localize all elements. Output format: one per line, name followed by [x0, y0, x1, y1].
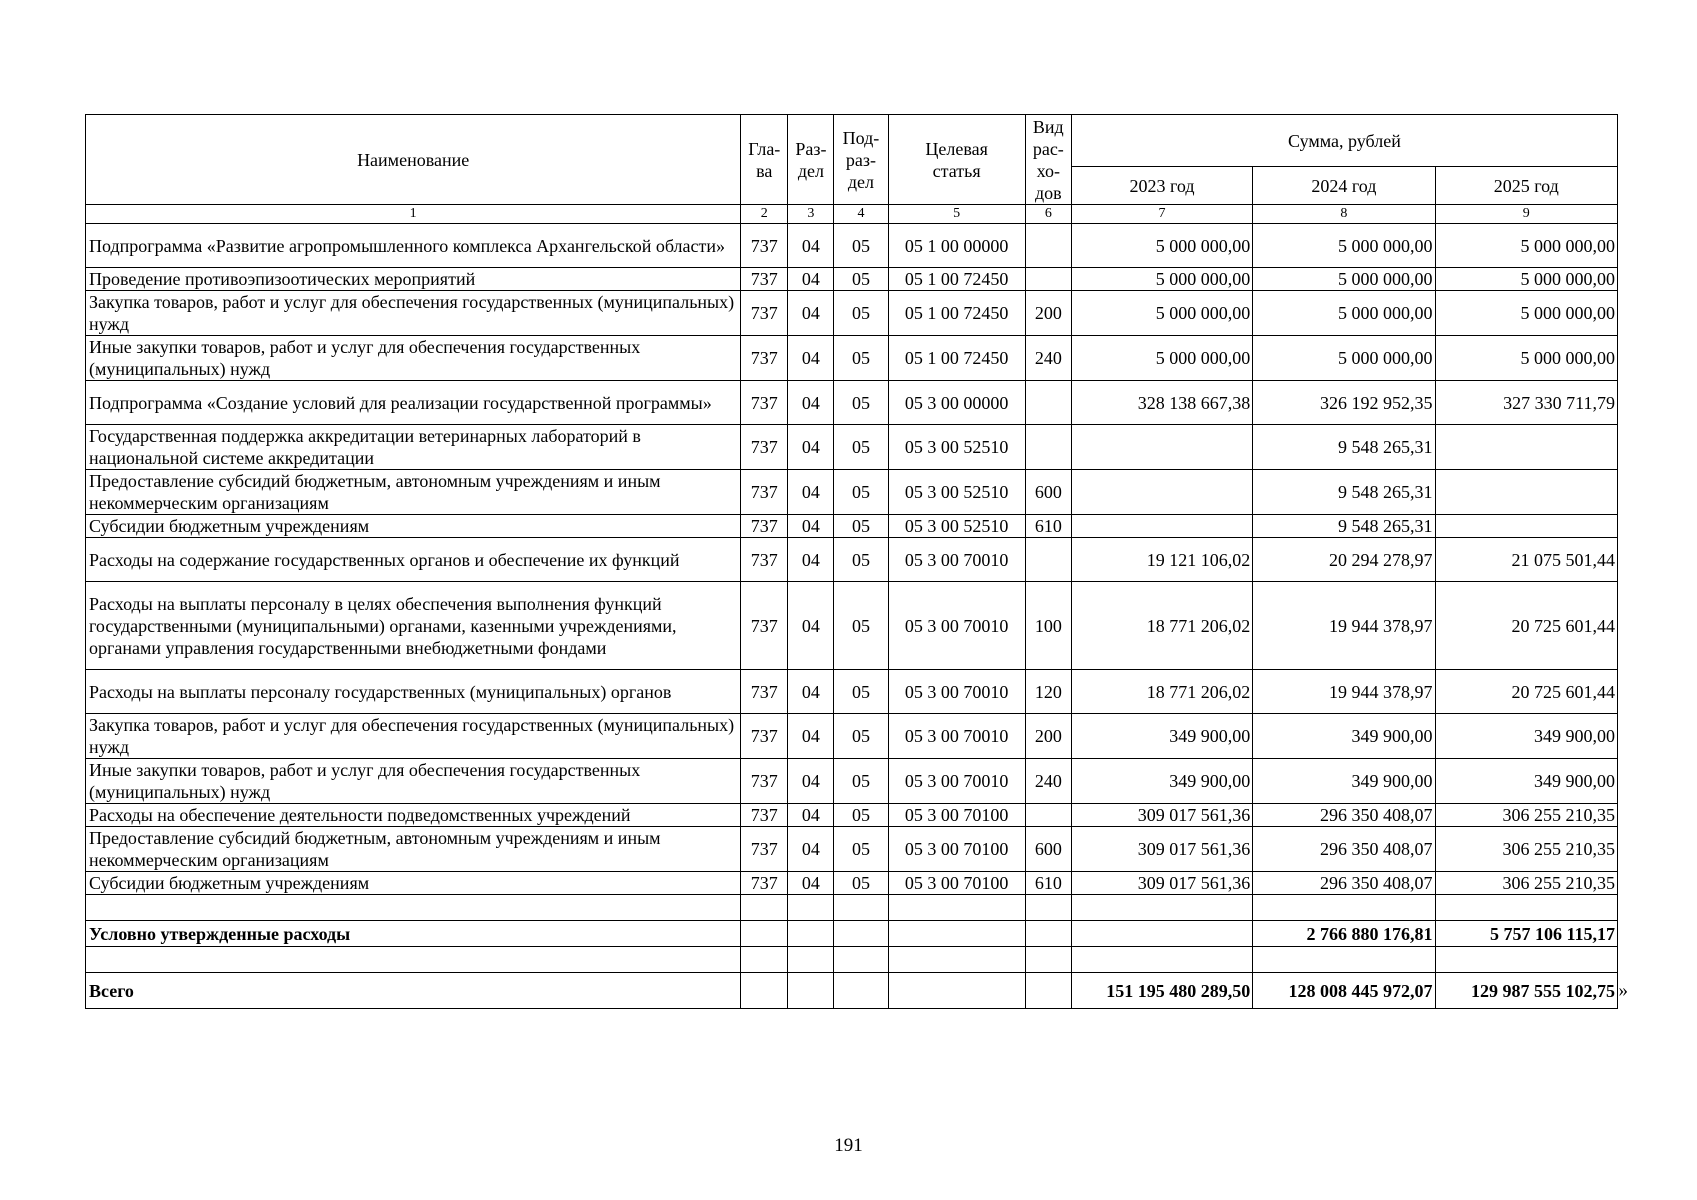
row-statya: 05 3 00 70010: [888, 538, 1025, 582]
row-glava: 737: [741, 381, 788, 425]
row-name: Подпрограмма «Создание условий для реализации государственной программы»: [86, 381, 741, 425]
row-podrazdel: 05: [834, 268, 888, 291]
row-amount-2023: 5 000 000,00: [1071, 336, 1252, 381]
row-glava: 737: [741, 827, 788, 872]
row-name: Расходы на выплаты персоналу государственных (муниципальных) органов: [86, 670, 741, 714]
col-number: 8: [1253, 205, 1435, 224]
conditional-name: Условно утвержденные расходы: [86, 921, 741, 947]
conditional-expenses-row: [86, 921, 1618, 947]
row-statya: 05 3 00 70100: [888, 872, 1025, 895]
row-amount-2024: 9 548 265,31: [1253, 470, 1435, 515]
row-amount-2025: 20 725 601,44: [1435, 582, 1617, 670]
table-body: [86, 224, 1618, 895]
row-name: Предоставление субсидий бюджетным, автономным учреждениям и иным некоммерческим организациям: [86, 827, 741, 872]
row-razdel: 04: [788, 538, 834, 582]
row-amount-2023: 5 000 000,00: [1071, 224, 1252, 268]
row-amount-2023: 328 138 667,38: [1071, 381, 1252, 425]
row-name: Подпрограмма «Развитие агропромышленного комплекса Архангельской области»: [86, 224, 741, 268]
row-amount-2024: 296 350 408,07: [1253, 804, 1435, 827]
row-amount-2024: 349 900,00: [1253, 759, 1435, 804]
row-razdel: 04: [788, 759, 834, 804]
row-vid: 120: [1025, 670, 1071, 714]
row-vid: [1025, 381, 1071, 425]
row-podrazdel: 05: [834, 224, 888, 268]
row-amount-2023: [1071, 470, 1252, 515]
row-amount-2023: 5 000 000,00: [1071, 268, 1252, 291]
closing-quote: »: [1618, 979, 1628, 1001]
row-statya: 05 3 00 52510: [888, 425, 1025, 470]
row-amount-2025: [1435, 515, 1617, 538]
row-podrazdel: 05: [834, 759, 888, 804]
row-amount-2025: 21 075 501,44: [1435, 538, 1617, 582]
conditional-2024: 2 766 880 176,81: [1253, 921, 1435, 947]
row-amount-2023: 309 017 561,36: [1071, 827, 1252, 872]
row-vid: 200: [1025, 714, 1071, 759]
row-amount-2025: 349 900,00: [1435, 759, 1617, 804]
table-row: [86, 827, 1618, 872]
row-vid: [1025, 425, 1071, 470]
row-podrazdel: 05: [834, 381, 888, 425]
table-row: [86, 538, 1618, 582]
row-glava: 737: [741, 670, 788, 714]
header-2023: 2023 год: [1071, 167, 1252, 205]
row-name: Расходы на выплаты персоналу в целях обеспечения выполнения функций государственными (муниципальными) органами, казенными учреждениями, органами управления государственными внебюджетными фондами: [86, 582, 741, 670]
table-row: [86, 291, 1618, 336]
row-amount-2025: 5 000 000,00: [1435, 336, 1617, 381]
row-vid: [1025, 538, 1071, 582]
row-name: Иные закупки товаров, работ и услуг для обеспечения государственных (муниципальных) нужд: [86, 336, 741, 381]
row-glava: 737: [741, 224, 788, 268]
header-razdel: Раз- дел: [788, 115, 834, 205]
row-vid: 240: [1025, 336, 1071, 381]
row-name: Предоставление субсидий бюджетным, автономным учреждениям и иным некоммерческим организациям: [86, 470, 741, 515]
col-number: 7: [1071, 205, 1252, 224]
blank-row: [86, 947, 1618, 973]
row-podrazdel: 05: [834, 827, 888, 872]
row-podrazdel: 05: [834, 582, 888, 670]
table-row: [86, 470, 1618, 515]
row-glava: 737: [741, 336, 788, 381]
row-statya: 05 1 00 72450: [888, 268, 1025, 291]
table-row: [86, 425, 1618, 470]
row-podrazdel: 05: [834, 515, 888, 538]
row-podrazdel: 05: [834, 291, 888, 336]
row-razdel: 04: [788, 670, 834, 714]
row-amount-2024: 326 192 952,35: [1253, 381, 1435, 425]
row-razdel: 04: [788, 872, 834, 895]
row-razdel: 04: [788, 515, 834, 538]
row-amount-2024: 296 350 408,07: [1253, 872, 1435, 895]
table-row: [86, 670, 1618, 714]
row-amount-2023: 309 017 561,36: [1071, 872, 1252, 895]
row-amount-2023: 18 771 206,02: [1071, 582, 1252, 670]
row-razdel: 04: [788, 291, 834, 336]
row-amount-2024: 5 000 000,00: [1253, 224, 1435, 268]
row-glava: 737: [741, 872, 788, 895]
row-amount-2025: 5 000 000,00: [1435, 224, 1617, 268]
row-statya: 05 3 00 70010: [888, 714, 1025, 759]
row-razdel: 04: [788, 425, 834, 470]
row-amount-2024: 19 944 378,97: [1253, 670, 1435, 714]
row-statya: 05 3 00 70010: [888, 582, 1025, 670]
row-glava: 737: [741, 515, 788, 538]
row-vid: [1025, 268, 1071, 291]
row-vid: 200: [1025, 291, 1071, 336]
column-numbers-row: [86, 205, 1618, 224]
row-amount-2023: 18 771 206,02: [1071, 670, 1252, 714]
col-number: 4: [834, 205, 888, 224]
row-statya: 05 3 00 52510: [888, 515, 1025, 538]
row-amount-2023: 5 000 000,00: [1071, 291, 1252, 336]
row-vid: 600: [1025, 827, 1071, 872]
table-row: [86, 872, 1618, 895]
row-amount-2024: 5 000 000,00: [1253, 336, 1435, 381]
table-row: [86, 268, 1618, 291]
row-amount-2025: 327 330 711,79: [1435, 381, 1617, 425]
col-number: 9: [1435, 205, 1617, 224]
row-statya: 05 1 00 72450: [888, 336, 1025, 381]
table-row: [86, 224, 1618, 268]
row-amount-2023: 349 900,00: [1071, 759, 1252, 804]
row-glava: 737: [741, 804, 788, 827]
row-amount-2024: 20 294 278,97: [1253, 538, 1435, 582]
row-glava: 737: [741, 714, 788, 759]
header-glava: Гла- ва: [741, 115, 788, 205]
row-amount-2024: 9 548 265,31: [1253, 515, 1435, 538]
row-name: Субсидии бюджетным учреждениям: [86, 515, 741, 538]
page-number: 191: [834, 1135, 863, 1156]
row-vid: 610: [1025, 872, 1071, 895]
col-number: 2: [741, 205, 788, 224]
row-amount-2025: 306 255 210,35: [1435, 804, 1617, 827]
table-row: [86, 759, 1618, 804]
header-2025: 2025 год: [1435, 167, 1617, 205]
col-number: 3: [788, 205, 834, 224]
table-row: [86, 714, 1618, 759]
row-razdel: 04: [788, 381, 834, 425]
header-vid: Вид рас- хо- дов: [1025, 115, 1071, 205]
row-amount-2023: 349 900,00: [1071, 714, 1252, 759]
row-podrazdel: 05: [834, 336, 888, 381]
table-row: [86, 381, 1618, 425]
row-name: Закупка товаров, работ и услуг для обеспечения государственных (муниципальных) нужд: [86, 714, 741, 759]
row-amount-2025: 306 255 210,35: [1435, 872, 1617, 895]
row-statya: 05 3 00 52510: [888, 470, 1025, 515]
row-statya: 05 3 00 70100: [888, 827, 1025, 872]
table-row: [86, 804, 1618, 827]
row-razdel: 04: [788, 804, 834, 827]
row-amount-2024: 5 000 000,00: [1253, 291, 1435, 336]
row-amount-2025: 349 900,00: [1435, 714, 1617, 759]
row-vid: [1025, 804, 1071, 827]
row-amount-2024: 19 944 378,97: [1253, 582, 1435, 670]
row-amount-2023: [1071, 515, 1252, 538]
row-glava: 737: [741, 759, 788, 804]
total-row: [86, 973, 1618, 1009]
row-glava: 737: [741, 425, 788, 470]
row-podrazdel: 05: [834, 804, 888, 827]
row-podrazdel: 05: [834, 714, 888, 759]
row-statya: 05 3 00 70010: [888, 670, 1025, 714]
conditional-2023: [1071, 921, 1252, 947]
header-summa: Сумма, рублей: [1071, 115, 1617, 167]
row-amount-2023: [1071, 425, 1252, 470]
row-vid: 600: [1025, 470, 1071, 515]
row-glava: 737: [741, 470, 788, 515]
table-row: [86, 515, 1618, 538]
total-name: Всего: [86, 973, 741, 1009]
row-amount-2025: 5 000 000,00: [1435, 268, 1617, 291]
total-2024: 128 008 445 972,07: [1253, 973, 1435, 1009]
row-amount-2023: 19 121 106,02: [1071, 538, 1252, 582]
row-podrazdel: 05: [834, 538, 888, 582]
row-name: Государственная поддержка аккредитации ветеринарных лабораторий в национальной системе аккредитации: [86, 425, 741, 470]
row-glava: 737: [741, 582, 788, 670]
row-amount-2024: 5 000 000,00: [1253, 268, 1435, 291]
row-amount-2025: 306 255 210,35: [1435, 827, 1617, 872]
row-podrazdel: 05: [834, 872, 888, 895]
total-2023: 151 195 480 289,50: [1071, 973, 1252, 1009]
row-razdel: 04: [788, 470, 834, 515]
header-statya: Целевая статья: [888, 115, 1025, 205]
row-amount-2025: [1435, 425, 1617, 470]
row-amount-2025: 5 000 000,00: [1435, 291, 1617, 336]
row-amount-2023: 309 017 561,36: [1071, 804, 1252, 827]
row-statya: 05 3 00 00000: [888, 381, 1025, 425]
row-statya: 05 1 00 00000: [888, 224, 1025, 268]
row-name: Расходы на обеспечение деятельности подведомственных учреждений: [86, 804, 741, 827]
row-vid: [1025, 224, 1071, 268]
header-2024: 2024 год: [1253, 167, 1435, 205]
row-razdel: 04: [788, 336, 834, 381]
header-podrazdel: Под- раз- дел: [834, 115, 888, 205]
header-name: Наименование: [86, 115, 741, 205]
row-statya: 05 3 00 70010: [888, 759, 1025, 804]
row-amount-2025: [1435, 470, 1617, 515]
row-vid: 100: [1025, 582, 1071, 670]
table-row: [86, 336, 1618, 381]
row-razdel: 04: [788, 582, 834, 670]
row-vid: 240: [1025, 759, 1071, 804]
table-row: [86, 582, 1618, 670]
col-number: 5: [888, 205, 1025, 224]
row-podrazdel: 05: [834, 470, 888, 515]
row-razdel: 04: [788, 224, 834, 268]
row-name: Иные закупки товаров, работ и услуг для обеспечения государственных (муниципальных) нужд: [86, 759, 741, 804]
row-podrazdel: 05: [834, 670, 888, 714]
row-amount-2024: 9 548 265,31: [1253, 425, 1435, 470]
row-name: Субсидии бюджетным учреждениям: [86, 872, 741, 895]
row-name: Проведение противоэпизоотических мероприятий: [86, 268, 741, 291]
conditional-2025: 5 757 106 115,17: [1435, 921, 1617, 947]
col-number: 1: [86, 205, 741, 224]
col-number: 6: [1025, 205, 1071, 224]
budget-table: [85, 114, 1618, 1009]
row-amount-2025: 20 725 601,44: [1435, 670, 1617, 714]
row-razdel: 04: [788, 827, 834, 872]
row-podrazdel: 05: [834, 425, 888, 470]
total-2025: 129 987 555 102,75: [1435, 973, 1617, 1009]
row-razdel: 04: [788, 714, 834, 759]
row-statya: 05 1 00 72450: [888, 291, 1025, 336]
row-glava: 737: [741, 291, 788, 336]
row-vid: 610: [1025, 515, 1071, 538]
blank-row: [86, 895, 1618, 921]
row-amount-2024: 349 900,00: [1253, 714, 1435, 759]
row-glava: 737: [741, 268, 788, 291]
row-name: Закупка товаров, работ и услуг для обеспечения государственных (муниципальных) нужд: [86, 291, 741, 336]
row-statya: 05 3 00 70100: [888, 804, 1025, 827]
row-glava: 737: [741, 538, 788, 582]
row-amount-2024: 296 350 408,07: [1253, 827, 1435, 872]
row-razdel: 04: [788, 268, 834, 291]
row-name: Расходы на содержание государственных органов и обеспечение их функций: [86, 538, 741, 582]
